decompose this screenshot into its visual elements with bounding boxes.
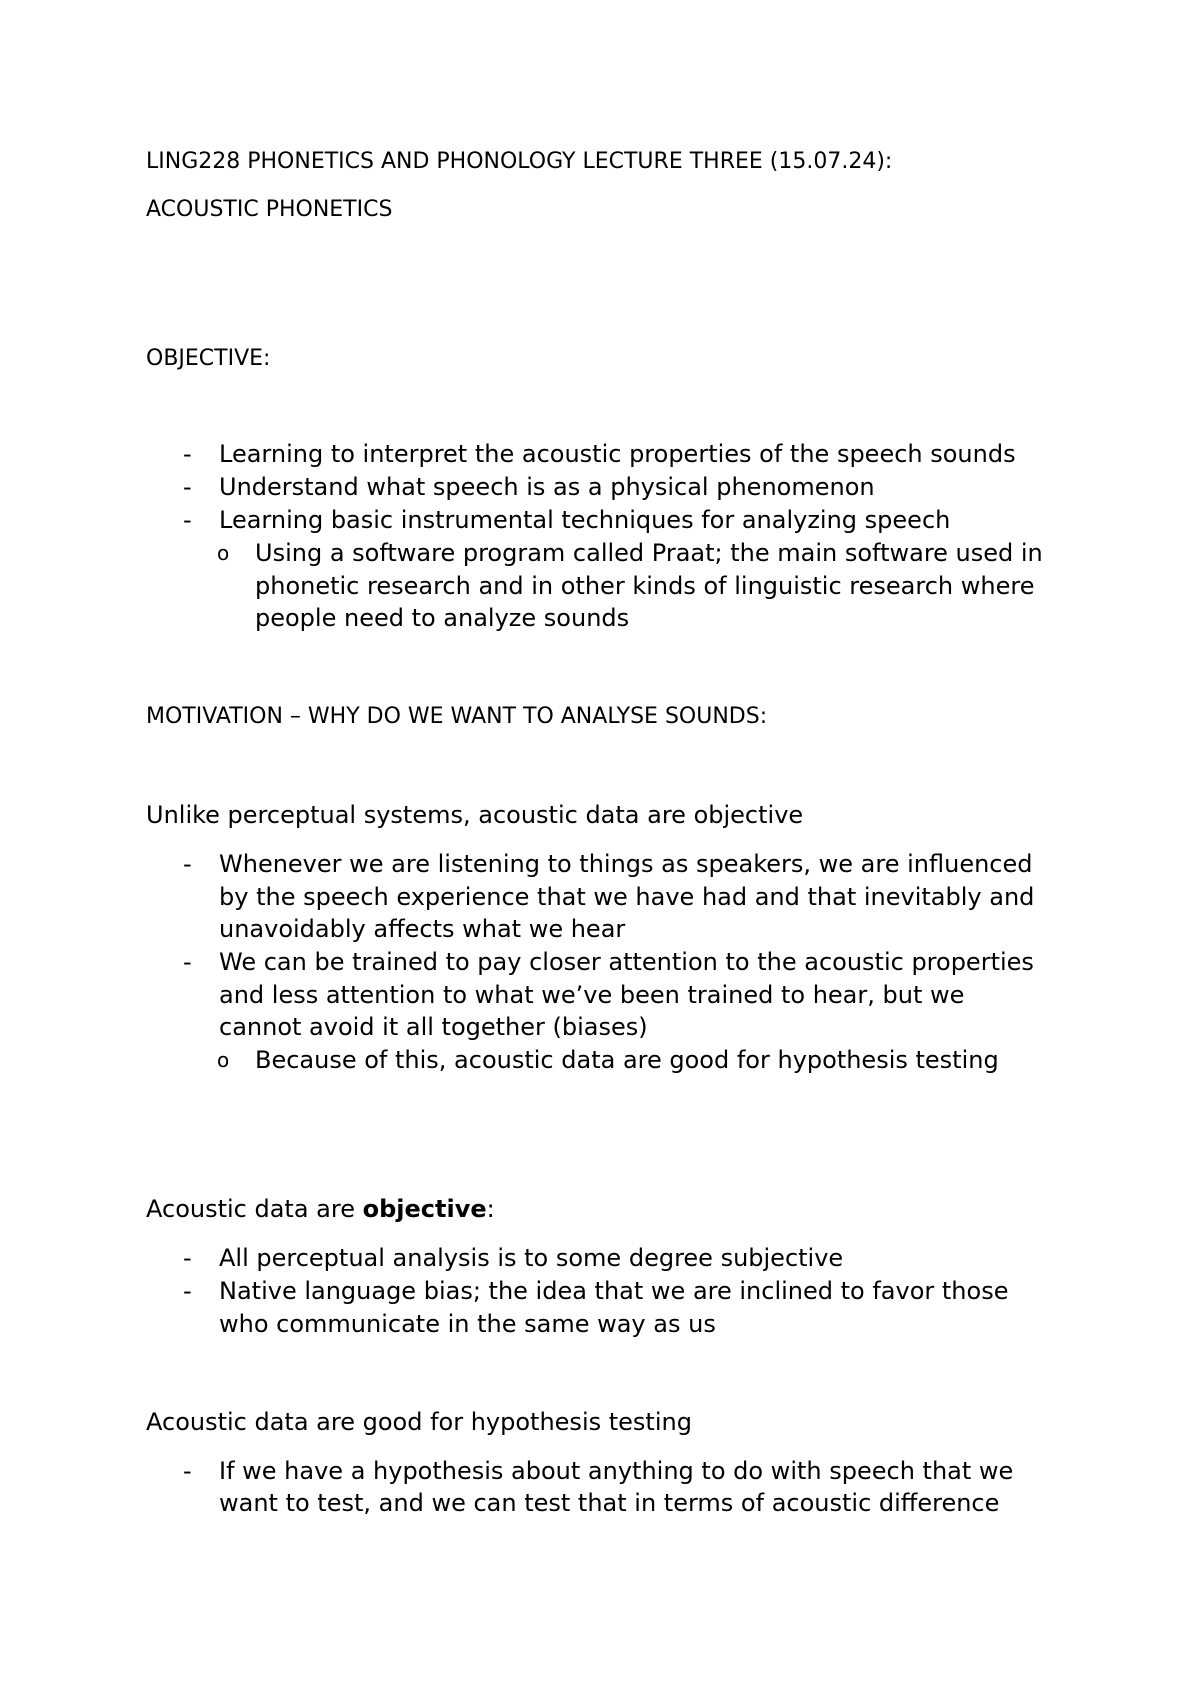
lecture-subtitle: ACOUSTIC PHONETICS [146,197,393,222]
objective-item: Learning basic instrumental techniques for analyzing speech [219,506,951,534]
unlike-item-line: We can be trained to pay closer attention to the acoustic properties [219,948,1034,976]
unlike-item-line: Whenever we are listening to things as speakers, we are influenced [219,850,1033,878]
bullet-marker: - [183,948,192,976]
unlike-item-line: by the speech experience that we have had and that inevitably and [219,883,1035,911]
bullet-marker: - [183,473,192,501]
objective-section-item: All perceptual analysis is to some degree subjective [219,1244,844,1272]
objective-heading: OBJECTIVE: [146,346,271,371]
objective-sub-item-line: phonetic research and in other kinds of linguistic research where [255,572,1035,600]
objective-item: Understand what speech is as a physical phenomenon [219,473,875,501]
lecture-title: LING228 PHONETICS AND PHONOLOGY LECTURE THREE (15.07.24): [146,149,893,174]
hypothesis-item-line: If we have a hypothesis about anything to do with speech that we [219,1457,1014,1485]
objective-sub-item-line: people need to analyze sounds [255,604,630,632]
objective-sub-item-line: Using a software program called Praat; the main software used in [255,539,1043,567]
unlike-sub-item: Because of this, acoustic data are good for hypothesis testing [255,1046,999,1074]
bullet-marker: - [183,850,192,878]
bullet-marker: - [183,1244,192,1272]
sub-bullet-marker: o [217,1048,230,1072]
objective-section-heading [146,1197,495,1221]
objective-section-item-line: who communicate in the same way as us [219,1310,716,1338]
unlike-item-line: cannot avoid it all together (biases) [219,1013,648,1041]
unlike-item-line: and less attention to what we’ve been trained to hear, but we [219,981,965,1009]
sub-bullet-marker: o [217,541,230,565]
bullet-marker: - [183,506,192,534]
objective-item: Learning to interpret the acoustic properties of the speech sounds [219,440,1016,468]
heading-suffix: : [486,1195,495,1223]
unlike-heading: Unlike perceptual systems, acoustic data are objective [146,801,804,829]
heading-prefix: Acoustic data are [146,1195,363,1223]
hypothesis-item-line: want to test, and we can test that in terms of acoustic difference [219,1489,1000,1517]
bullet-marker: - [183,1457,192,1485]
motivation-heading: MOTIVATION – WHY DO WE WANT TO ANALYSE SOUNDS: [146,704,768,729]
bullet-marker: - [183,1277,192,1305]
bullet-marker: - [183,440,192,468]
unlike-item-line: unavoidably affects what we hear [219,915,626,943]
objective-section-item-line: Native language bias; the idea that we are inclined to favor those [219,1277,1009,1305]
heading-bold: objective [362,1195,487,1223]
hypothesis-heading: Acoustic data are good for hypothesis testing [146,1408,692,1436]
